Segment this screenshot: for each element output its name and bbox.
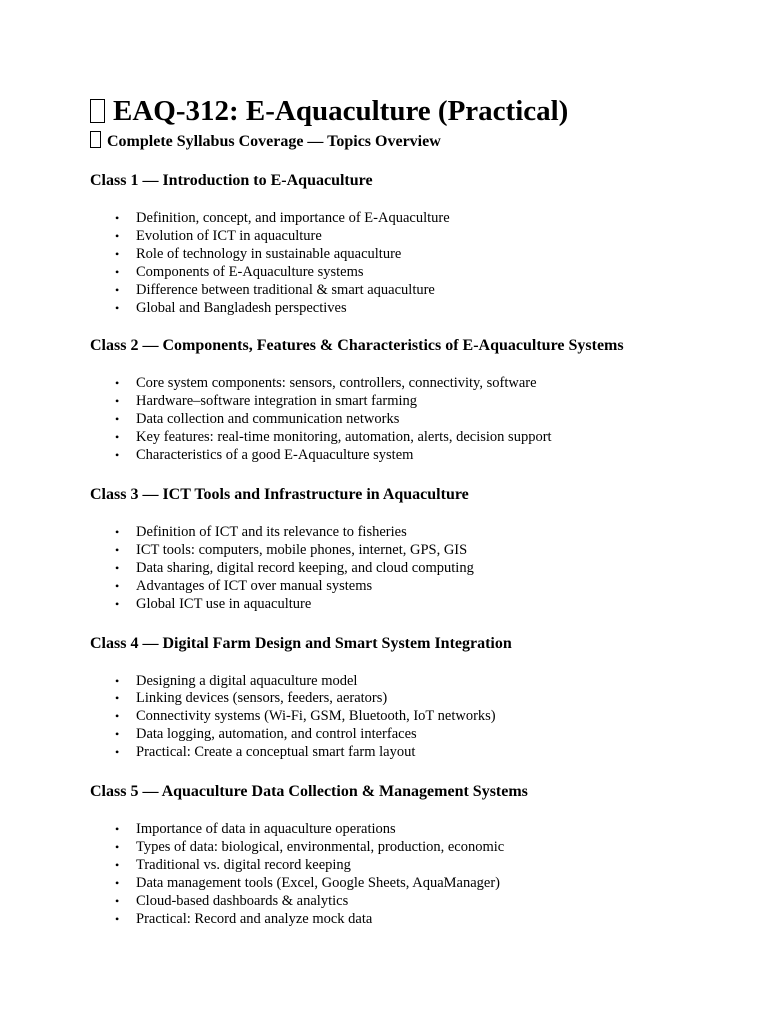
syllabus-section (90, 634, 730, 763)
bullet-icon: • (115, 893, 120, 908)
list-item-text: Practical: Create a conceptual smart farm layout (136, 744, 416, 761)
list-item (115, 910, 730, 929)
list-item-text: Definition of ICT and its relevance to fisheries (136, 523, 407, 540)
bullet-icon: • (115, 822, 120, 837)
bullet-icon: • (115, 596, 120, 611)
syllabus-section (90, 336, 730, 465)
list-item-text: Linking devices (sensors, feeders, aerators) (136, 690, 388, 707)
missing-glyph-icon (90, 99, 105, 123)
bullet-icon: • (115, 839, 120, 854)
list-item (115, 726, 730, 744)
document-subtitle-line (90, 131, 730, 152)
bullet-icon: • (115, 282, 120, 297)
list-item-text: Definition, concept, and importance of E-Aquaculture (136, 210, 450, 226)
list-item-text: ICT tools: computers, mobile phones, internet, GPS, GIS (136, 541, 468, 558)
bullet-icon: • (115, 691, 120, 706)
list-item (115, 393, 730, 411)
list-item (115, 447, 730, 465)
list-item-text: Hardware–software integration in smart farming (136, 393, 418, 410)
bullet-icon: • (115, 264, 120, 279)
list-item-text: Data management tools (Excel, Google Sheets, AquaManager) (136, 874, 500, 891)
bullet-icon: • (115, 246, 120, 261)
bullet-icon: • (115, 448, 120, 463)
list-item-text: Data collection and communication networks (136, 411, 400, 428)
list-item-text: Global and Bangladesh perspectives (136, 299, 347, 316)
list-item (115, 690, 730, 708)
bullet-icon: • (115, 911, 120, 926)
list-item (115, 856, 730, 875)
topic-list (90, 821, 730, 928)
bullet-icon: • (115, 394, 120, 409)
list-item (115, 210, 730, 228)
topic-list (90, 375, 730, 465)
bullet-icon: • (115, 578, 120, 593)
bullet-icon: • (115, 875, 120, 890)
section-heading: Class 1 — Introduction to E-Aquaculture (90, 172, 373, 189)
list-item (115, 299, 730, 318)
section-heading: Class 2 — Components, Features & Characteristics of E-Aquaculture Systems (90, 337, 624, 355)
syllabus-section (90, 485, 730, 614)
list-item (115, 523, 730, 542)
bullet-icon: • (115, 560, 120, 575)
document-page (90, 94, 730, 928)
bullet-icon: • (115, 412, 120, 427)
list-item (115, 892, 730, 911)
bullet-icon: • (115, 745, 120, 760)
list-item (115, 541, 730, 560)
section-heading: Class 3 — ICT Tools and Infrastructure in Aquaculture (90, 485, 469, 503)
list-item-text: Role of technology in sustainable aquaculture (136, 245, 402, 262)
bullet-icon: • (115, 727, 120, 742)
list-item (115, 708, 730, 726)
list-item-text: Advantages of ICT over manual systems (136, 577, 373, 594)
list-item-text: Difference between traditional & smart aquaculture (136, 281, 435, 298)
list-item-text: Importance of data in aquaculture operations (136, 821, 396, 838)
bullet-icon: • (115, 211, 120, 225)
list-item (115, 411, 730, 429)
bullet-icon: • (115, 376, 120, 391)
list-item (115, 281, 730, 300)
list-item-text: Cloud-based dashboards & analytics (136, 892, 349, 909)
section-heading: Class 4 — Digital Farm Design and Smart System Integration (90, 634, 512, 652)
list-item (115, 744, 730, 762)
list-item-text: Types of data: biological, environmental, production, economic (136, 838, 505, 855)
list-item (115, 821, 730, 839)
bullet-icon: • (115, 300, 120, 315)
list-item-text: Global ICT use in aquaculture (136, 595, 312, 612)
list-item-text: Designing a digital aquaculture model (136, 672, 358, 689)
section-heading: Class 5 — Aquaculture Data Collection & Management Systems (90, 783, 528, 801)
bullet-icon: • (115, 430, 120, 445)
topic-list (90, 210, 730, 317)
topic-list (90, 524, 730, 614)
list-item-text: Connectivity systems (Wi-Fi, GSM, Bluetooth, IoT networks) (136, 708, 496, 725)
list-item-text: Practical: Record and analyze mock data (136, 910, 373, 927)
list-item-text: Data sharing, digital record keeping, and cloud computing (136, 559, 474, 576)
list-item (115, 838, 730, 857)
list-item-text: Characteristics of a good E-Aquaculture system (136, 447, 414, 464)
list-item-text: Evolution of ICT in aquaculture (136, 227, 322, 244)
list-item-text: Traditional vs. digital record keeping (136, 856, 351, 873)
list-item (115, 263, 730, 282)
document-title: EAQ-312: E-Aquaculture (Practical) (113, 95, 569, 127)
missing-glyph-icon (90, 131, 101, 148)
syllabus-sections (90, 171, 730, 928)
bullet-icon: • (115, 542, 120, 557)
list-item-text: Components of E-Aquaculture systems (136, 263, 364, 280)
list-item-text: Key features: real-time monitoring, automation, alerts, decision support (136, 429, 552, 446)
list-item-text: Data logging, automation, and control interfaces (136, 726, 417, 743)
list-item (115, 874, 730, 893)
syllabus-section (90, 171, 730, 317)
bullet-icon: • (115, 228, 120, 243)
list-item (115, 577, 730, 596)
document-subtitle: Complete Syllabus Coverage — Topics Overview (107, 133, 441, 150)
document-title-line (90, 94, 730, 128)
syllabus-section (90, 782, 730, 928)
list-item (115, 559, 730, 578)
list-item (115, 227, 730, 246)
list-item (115, 429, 730, 447)
list-item (115, 595, 730, 614)
bullet-icon: • (115, 857, 120, 872)
list-item (115, 245, 730, 264)
bullet-icon: • (115, 673, 120, 688)
list-item (115, 672, 730, 691)
list-item-text: Core system components: sensors, controllers, connectivity, software (136, 375, 537, 392)
bullet-icon: • (115, 709, 120, 724)
bullet-icon: • (115, 524, 120, 539)
list-item (115, 375, 730, 393)
topic-list (90, 673, 730, 763)
